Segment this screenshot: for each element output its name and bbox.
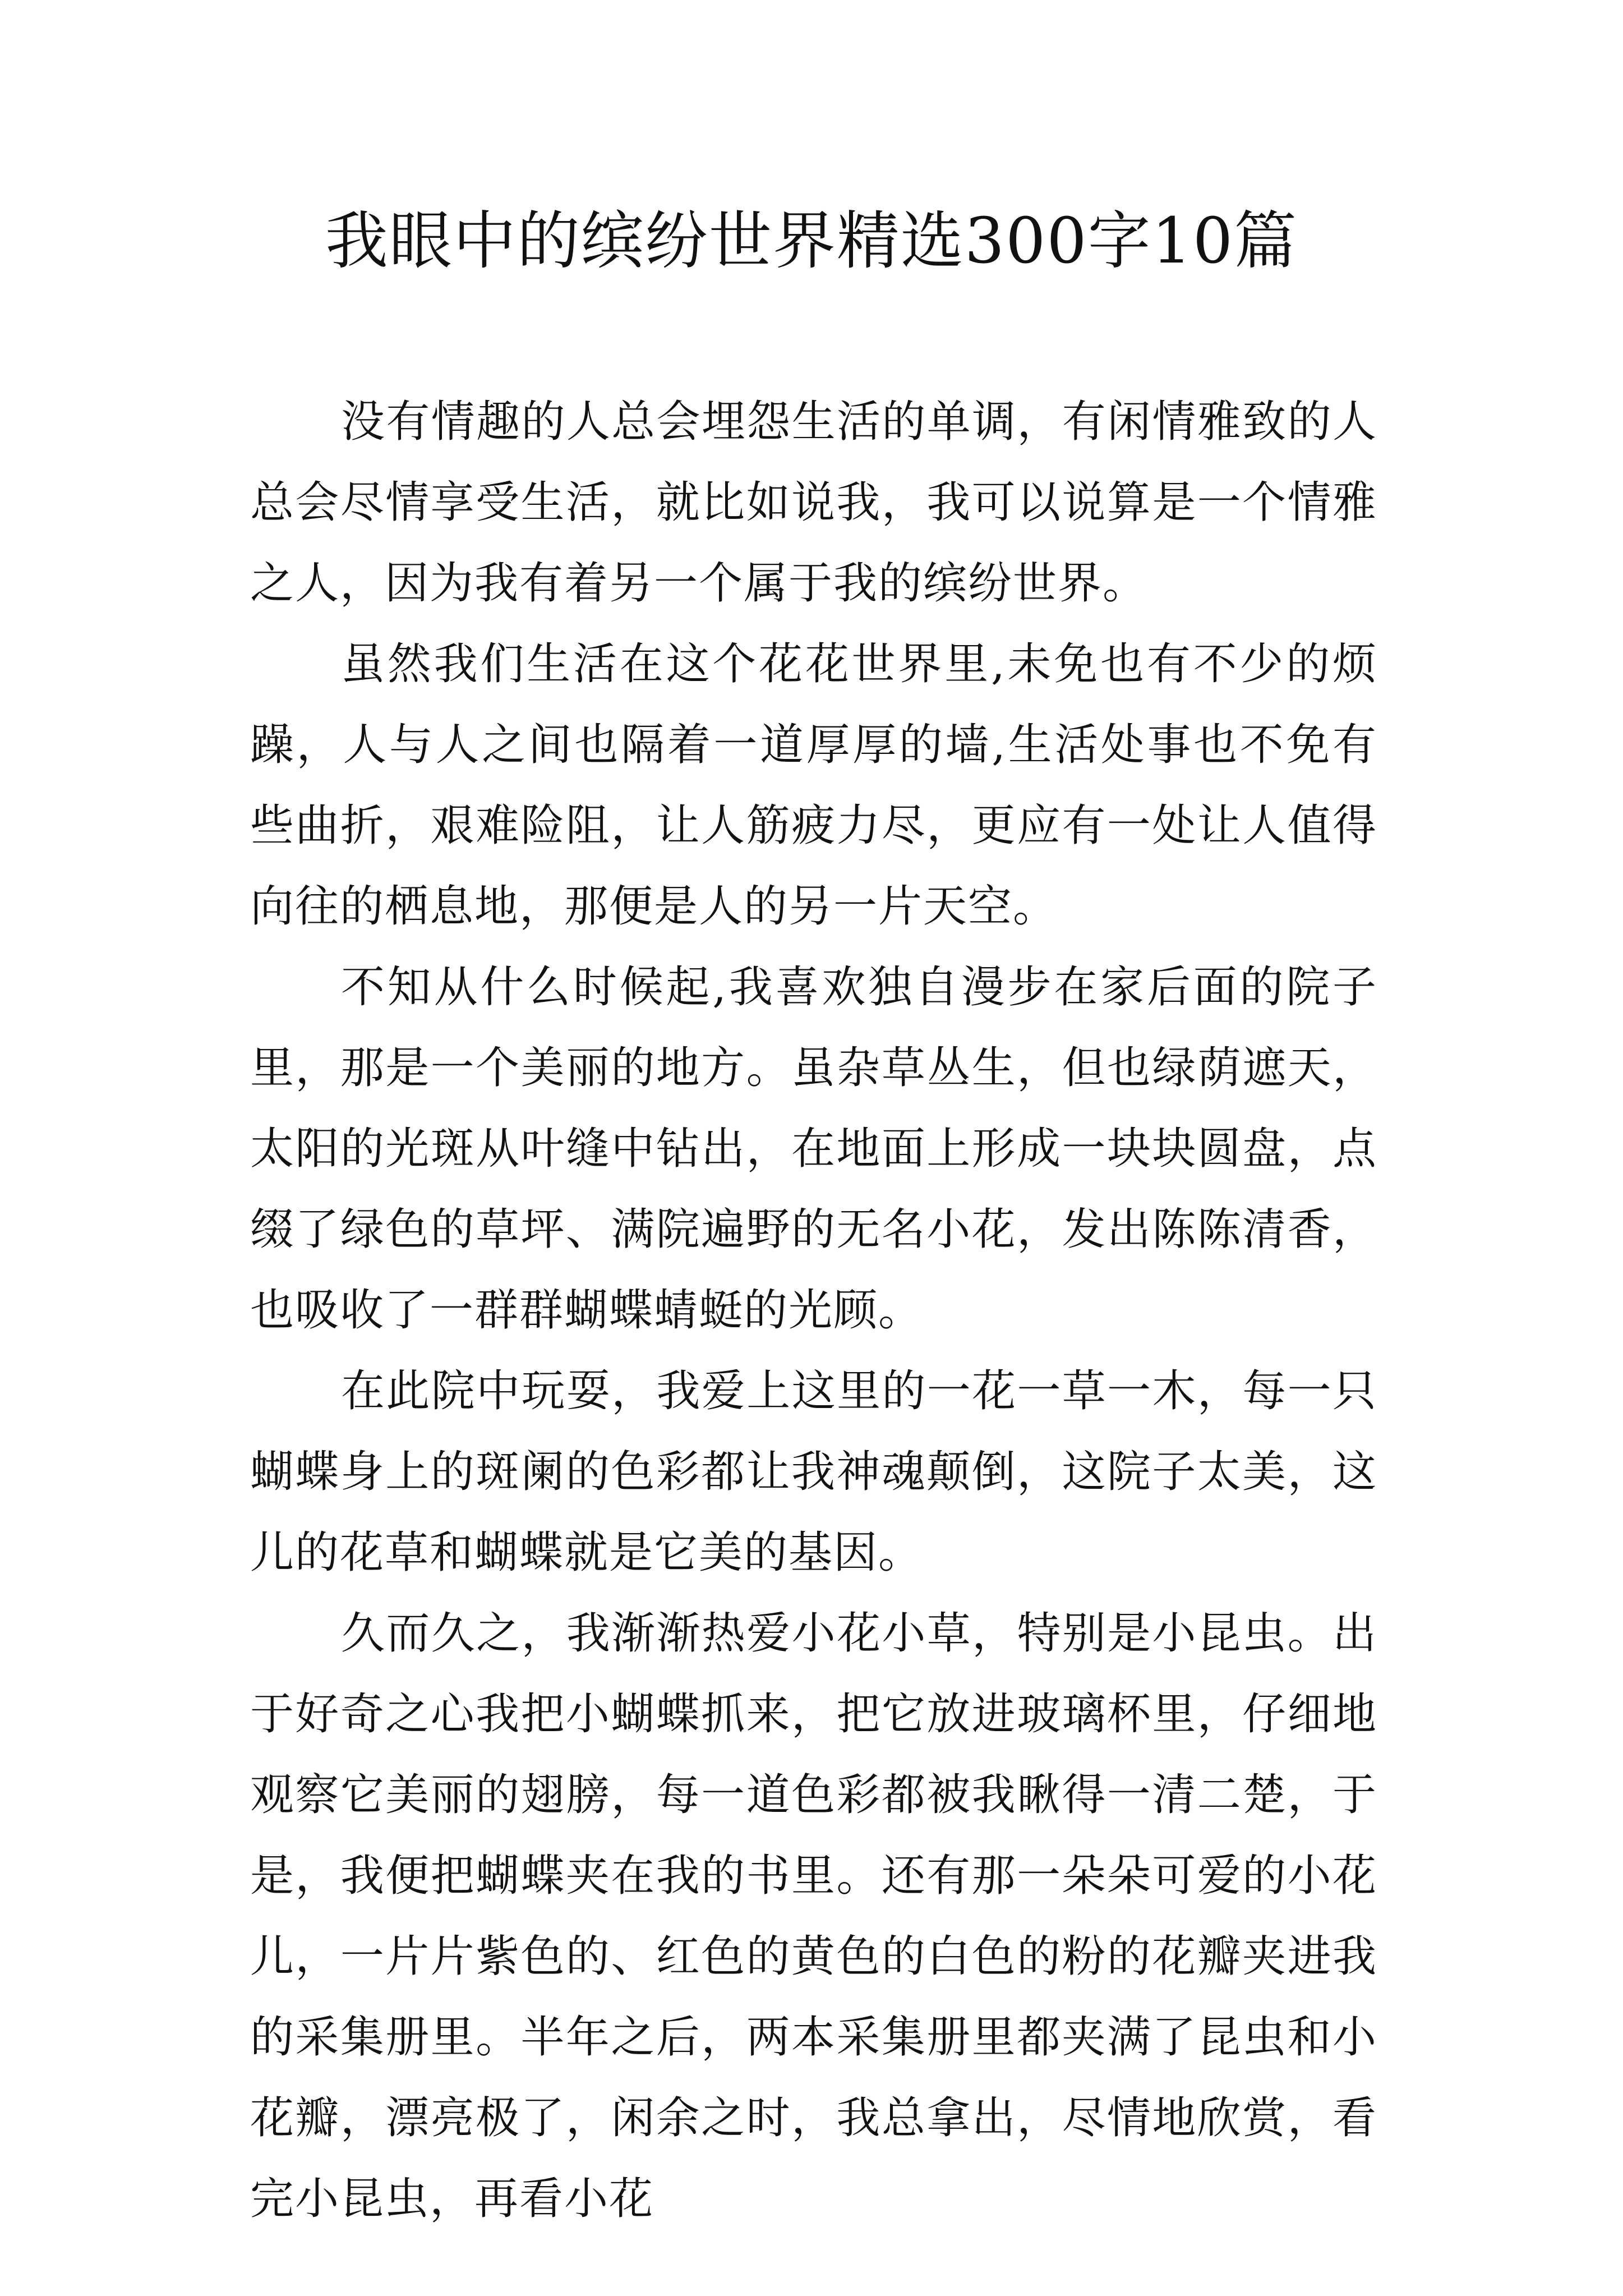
paragraph: 在此院中玩耍，我爱上这里的一花一草一木，每一只蝴蝶身上的斑阑的色彩都让我神魂颠倒，这院子太美，这儿的花草和蝴蝶就是它美的基因。 (250, 1366, 1377, 1578)
document-title: 我眼中的缤纷世界精选300字10篇 (325, 205, 1298, 278)
document-body (250, 381, 1377, 2239)
paragraph: 没有情趣的人总会埋怨生活的单调，有闲情雅致的人总会尽情享受生活，就比如说我，我可以说算是一个情雅之人，因为我有着另一个属于我的缤纷世界。 (250, 397, 1377, 609)
paragraph: 不知从什么时候起,我喜欢独自漫步在家后面的院子里，那是一个美丽的地方。虽杂草丛生，但也绿荫遮天，太阳的光斑从叶缝中钻出，在地面上形成一块块圆盘，点缀了绿色的草坪、满院遍野的无名小花，发出陈陈清香，也吸收了一群群蝴蝶蜻蜓的光顾。 (250, 962, 1377, 1336)
paragraph: 久而久之，我渐渐热爱小花小草，特别是小昆虫。出于好奇之心我把小蝴蝶抓来，把它放进玻璃杯里，仔细地观察它美丽的翅膀，每一道色彩都被我瞅得一清二楚，于是，我便把蝴蝶夹在我的书里。还有那一朵朵可爱的小花儿，一片片紫色的、红色的黄色的白色的粉的花瓣夹进我的采集册里。半年之后，两本采集册里都夹满了昆虫和小花瓣，漂亮极了，闲余之时，我总拿出，尽情地欣赏，看完小昆虫，再看小花 (250, 1608, 1377, 2224)
paragraph: 虽然我们生活在这个花花世界里,未免也有不少的烦躁，人与人之间也隔着一道厚厚的墙,生活处事也不免有些曲折，艰难险阻，让人筋疲力尽，更应有一处让人值得向往的栖息地，那便是人的另一片天空。 (250, 639, 1377, 932)
